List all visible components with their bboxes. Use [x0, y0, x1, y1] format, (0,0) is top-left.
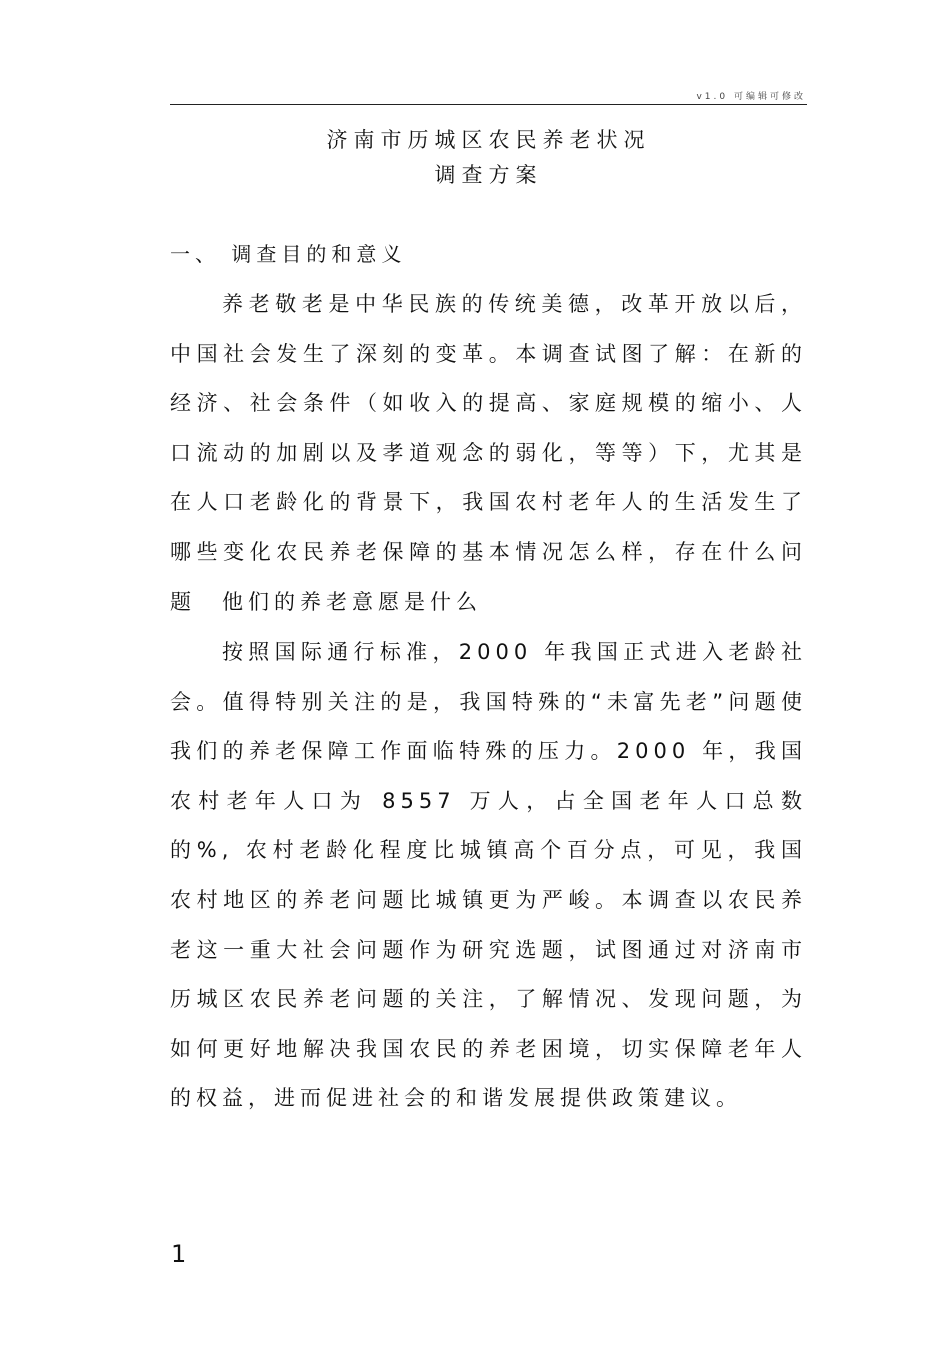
paragraph-purpose: 养老敬老是中华民族的传统美德，改革开放以后，中国社会发生了深刻的变革。本调查试图了解：在新的经济、社会条件（如收入的提高、家庭规模的缩小、人口流动的加剧以及孝道观念的弱化，等等）下，尤其是在人口老龄化的背景下，我国农村老年人的生活发生了哪些变化农民养老保障的基本情况怎么样，存在什么问题 他们的养老意愿是什么 — [170, 292, 807, 614]
document-title: 济南市历城区农民养老状况 — [326, 128, 651, 152]
header-rule — [170, 104, 807, 105]
page-number: 1 — [171, 1240, 187, 1268]
document-subtitle: 调查方案 — [434, 163, 543, 187]
header-version-label: v1.0 可编辑可修改 — [696, 92, 806, 102]
paragraph-significance: 按照国际通行标准，2000 年我国正式进入老龄社会。值得特别关注的是，我国特殊的“未富先老”问题使我们的养老保障工作面临特殊的压力。2000 年，我国农村老年人口为 8557 万人，占全国老年人口总数的%, 农村老龄化程度比城镇高个百分点，可见，我国农村地区的养老问题比城镇更为严峻。本调查以农民养老这一重大社会问题作为研究选题，试图通过对济南市历城区农民养老问题的关注，了解情况、发现问题，为如何更好地解决我国农民的养老困境，切实保障老年人的权益，进而促进社会的和谐发展提供政策建议。 — [170, 640, 807, 1111]
section-heading: 一、 调查目的和意义 — [170, 242, 407, 266]
